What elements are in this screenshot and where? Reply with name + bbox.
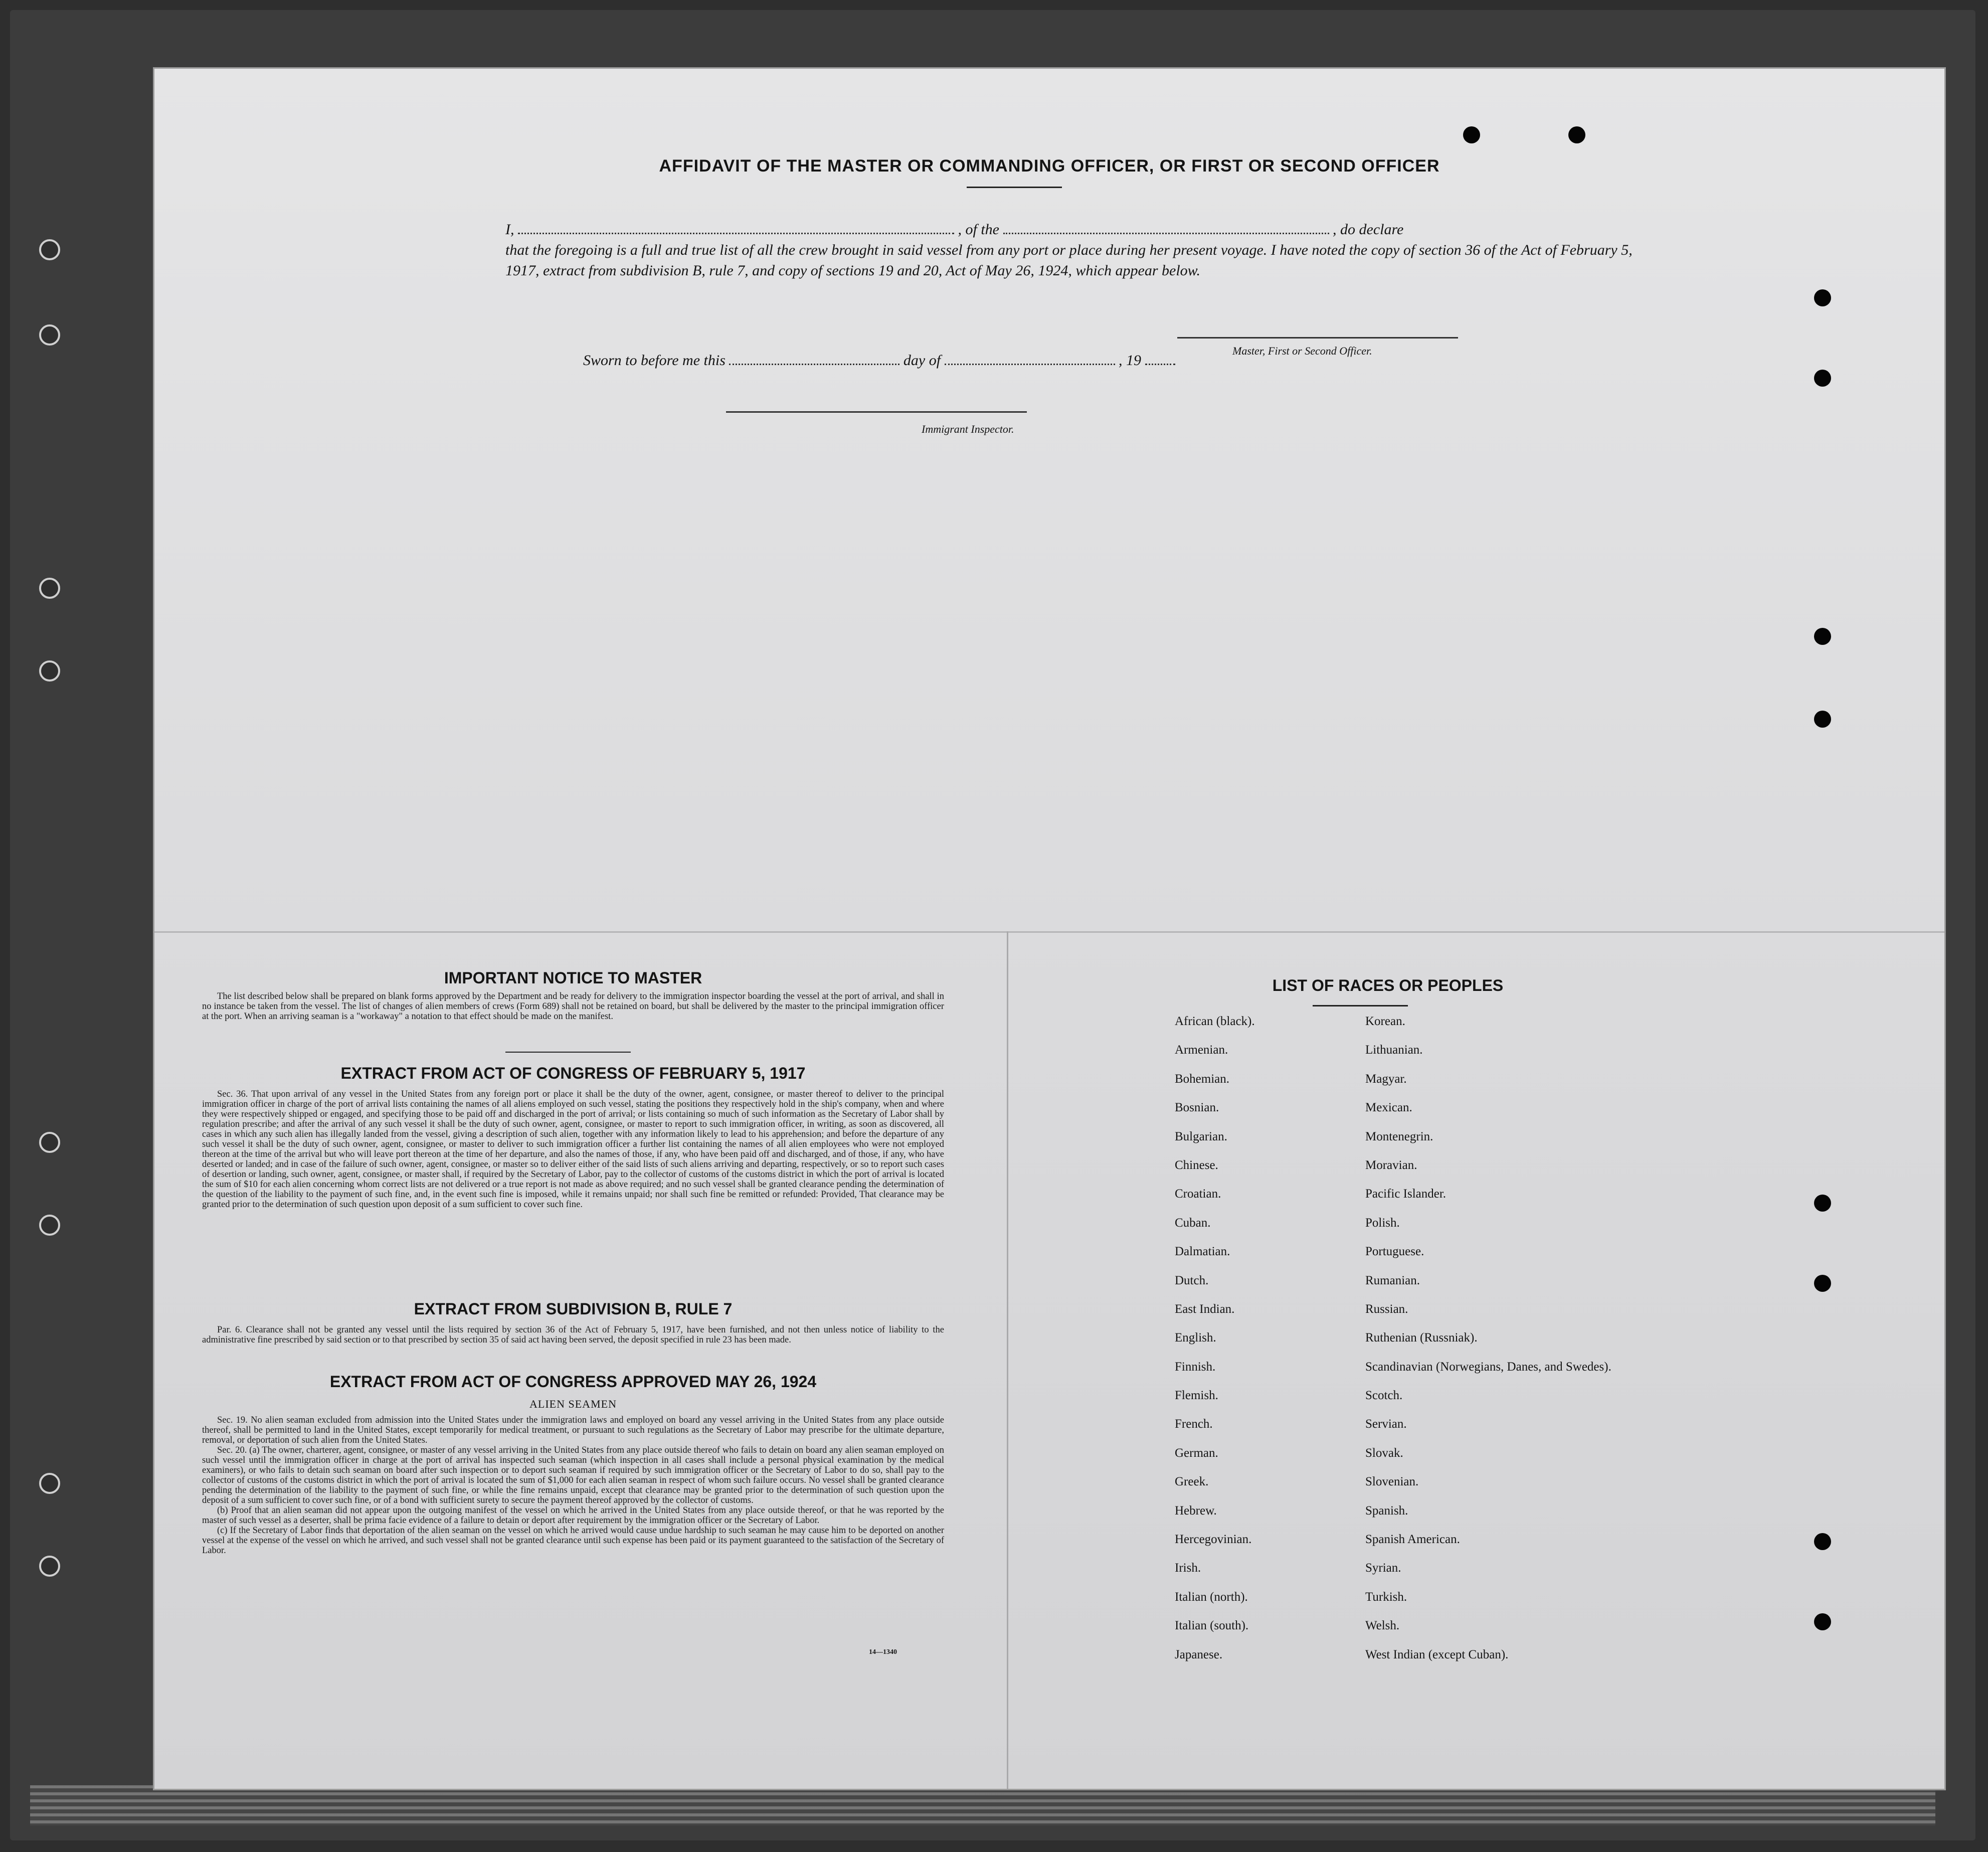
race-item: Polish. (1365, 1216, 1400, 1230)
day-of-label: day of (903, 352, 941, 369)
inspector-signature-line[interactable] (726, 411, 1027, 413)
races-divider (1313, 1005, 1408, 1006)
race-item: French. (1175, 1417, 1213, 1431)
right-punch-hole-icon (1814, 1533, 1831, 1550)
race-item: Greek. (1175, 1475, 1209, 1489)
race-item: Rumanian. (1365, 1273, 1420, 1287)
race-item: Dutch. (1175, 1273, 1209, 1287)
races-left-column (1175, 1014, 1255, 1676)
left-punch-hole-icon (39, 1556, 60, 1577)
race-item: Italian (south). (1175, 1619, 1249, 1633)
notice-paragraph: The list described below shall be prepared on blank forms approved by the Department and be ready for delivery to the immigration inspector boarding the vessel at the port of arrival, and shall in no instance be taken from the vessel. The list of changes of alien members of crews (Form 689) shall not be retained on board, but shall be delivered by the master to the principal immigration officer at the port. When an arriving seaman is a "workaway" a notation to that effect should be made on the manifest. (202, 991, 944, 1022)
vertical-fold (1007, 931, 1008, 1789)
right-punch-hole-icon (1814, 1275, 1831, 1292)
race-item: Portuguese. (1365, 1245, 1424, 1259)
race-item: English. (1175, 1331, 1216, 1345)
race-item: Flemish. (1175, 1389, 1218, 1403)
race-item: Japanese. (1175, 1647, 1223, 1661)
race-item: Slovenian. (1365, 1475, 1419, 1489)
extract-1917-title: EXTRACT FROM ACT OF CONGRESS OF FEBRUARY 5, 1917 (340, 1064, 806, 1082)
race-item: Russian. (1365, 1302, 1408, 1316)
affidavit-of-the-label: , of the (958, 221, 999, 238)
extract-1924-title: EXTRACT FROM ACT OF CONGRESS APPROVED MAY 26, 1924 (329, 1373, 817, 1391)
notice-divider (505, 1052, 631, 1053)
left-punch-hole-icon (39, 1215, 60, 1236)
master-signature-label: Master, First or Second Officer. (1232, 345, 1372, 357)
name-blank[interactable] (518, 232, 954, 234)
race-item: Spanish. (1365, 1503, 1408, 1518)
race-item: Irish. (1175, 1561, 1201, 1575)
sworn-day-blank[interactable] (729, 363, 899, 365)
race-item: Dalmatian. (1175, 1245, 1230, 1259)
race-item: Moravian. (1365, 1158, 1417, 1172)
right-punch-hole-icon (1814, 1613, 1831, 1630)
alien-seamen-subtitle: ALIEN SEAMEN (529, 1398, 617, 1410)
race-item: Bulgarian. (1175, 1129, 1227, 1143)
top-punch-hole-icon (1568, 126, 1585, 143)
race-item: Chinese. (1175, 1158, 1218, 1172)
race-item: Armenian. (1175, 1043, 1228, 1057)
race-item: East Indian. (1175, 1302, 1235, 1316)
races-title: LIST OF RACES OR PEOPLES (1272, 976, 1504, 994)
race-item: Italian (north). (1175, 1590, 1248, 1604)
extract-1924-text (202, 1415, 944, 1556)
notice-title: IMPORTANT NOTICE TO MASTER (444, 969, 702, 987)
race-item: Finnish. (1175, 1360, 1216, 1374)
section-20a-paragraph: Sec. 20. (a) The owner, charterer, agent, consignee, or master of any vessel arriving in the United States from any place outside thereof who fails to detain on board any alien seaman employed on such vessel until the immigration officer in charge at the port of arrival has inspected such seaman (which inspection in all cases shall include a personal physical examination by the medical examiners), or who fails to detain such seaman on board after such inspection or to deport such seaman if required by such immigration officer or the Secretary of Labor to do so, shall pay to the collector of customs of the customs district in which the port of arrival is located the sum of $1,000 for each alien seaman in respect of whom such failure occurs. No vessel shall be granted clearance pending the determination of the liability to the payment of such fine, or while the fine remains unpaid, except that clearance may be granted prior to the determination of such question upon the deposit of a sum sufficient to cover such fine, or of a bond with sufficient surety to secure the payment thereof approved by the collector of customs. (202, 1445, 944, 1505)
right-punch-hole-icon (1814, 370, 1831, 387)
horizontal-fold (154, 931, 1944, 933)
left-punch-hole-icon (39, 660, 60, 682)
race-item: Hebrew. (1175, 1503, 1217, 1518)
race-item: Servian. (1365, 1417, 1407, 1431)
affidavit-declaration-line (505, 219, 1634, 240)
title-divider (967, 187, 1062, 188)
affidavit-declare-label: , do declare (1333, 221, 1404, 238)
race-item: Welsh. (1365, 1619, 1400, 1633)
affidavit-title: AFFIDAVIT OF THE MASTER OR COMMANDING OFFICER, OR FIRST OR SECOND OFFICER (659, 156, 1440, 176)
left-punch-hole-icon (39, 1473, 60, 1494)
year-label: , 19 (1119, 352, 1142, 369)
race-item: Ruthenian (Russniak). (1365, 1331, 1478, 1345)
race-item: Croatian. (1175, 1187, 1221, 1201)
race-item: Lithuanian. (1365, 1043, 1423, 1057)
left-punch-hole-icon (39, 239, 60, 260)
race-item: Syrian. (1365, 1561, 1401, 1575)
affidavit-i-label: I, (505, 221, 514, 238)
extract-1917-text (202, 1089, 944, 1210)
race-item: West Indian (except Cuban). (1365, 1647, 1509, 1661)
right-punch-hole-icon (1814, 289, 1831, 306)
left-punch-hole-icon (39, 1132, 60, 1153)
extract-rule7-title: EXTRACT FROM SUBDIVISION B, RULE 7 (414, 1300, 733, 1318)
section-36-paragraph: Sec. 36. That upon arrival of any vessel in the United States from any foreign port or place it shall be the duty of the owner, agent, consignee, or master thereof to deliver to the principal immigration officer in charge of the port of arrival lists containing the names of all aliens employed on such vessel, stating the positions they respectively hold in the ship's company, when and where they were respectively shipped or engaged, and specifying those to be paid off and discharged in the port of arrival; or lists containing so much of such information as the Secretary of Labor shall by regulation prescribe; and after the arrival of any such vessel it shall be the duty of such owner, agent, consignee, or master to report to such immigration officer, in writing, as soon as discovered, all cases in which any such alien has illegally landed from the vessel, giving a description of such alien, together with any information likely to lead to his apprehension; and before the departure of any such vessel it shall be the duty of such owner, agent, consignee, or master to deliver to such immigration officer a further list containing the names of all alien employees who were not employed thereon at the time of the arrival but who will leave port thereon at the time of her departure, and also the names of those, if any, who have been paid off and discharged, and of those, if any, who have deserted or landed; and in case of the failure of such owner, agent, consignee, or master so to deliver either of the said lists of such aliens arriving and departing, respectively, or so to report such cases of desertion or landing, such owner, agent, consignee, or master shall, if required by the Secretary of Labor, pay to the collector of customs of the customs district in which the port of arrival is located the sum of $10 for each alien concerning whom correct lists are not delivered or a true report is not made as above required; and no such vessel shall be granted clearance pending the determination of the question of the liability to the payment of such fine, and, in the event such fine is imposed, while it remains unpaid; nor shall such fine be remitted or refunded: Provided, That clearance may be granted prior to the determination of such question upon deposit of a sum sufficient to cover such fine. (202, 1089, 944, 1210)
form-number: 14—1340 (869, 1648, 897, 1656)
affidavit-text: that the foregoing is a full and true list of all the crew brought in said vessel from any port or place during her present voyage. I have noted the copy of section 36 of the Act of February 5, 1917, extract from subdivision B, rule 7, and copy of sections 19 and 20, Act of May 26, 1924, which appear below. (505, 242, 1633, 279)
race-item: Cuban. (1175, 1216, 1211, 1230)
race-item: Montenegrin. (1365, 1129, 1433, 1143)
sworn-line (583, 352, 1175, 369)
left-punch-hole-icon (39, 578, 60, 599)
race-item: Slovak. (1365, 1446, 1403, 1460)
race-item: Scandinavian (Norwegians, Danes, and Swedes). (1365, 1360, 1611, 1374)
affidavit-body (505, 219, 1634, 281)
left-punch-hole-icon (39, 324, 60, 346)
master-signature-line[interactable] (1177, 337, 1458, 339)
right-punch-hole-icon (1814, 1195, 1831, 1212)
notice-text (202, 991, 944, 1022)
race-item: Bohemian. (1175, 1072, 1230, 1086)
section-20c-paragraph: (c) If the Secretary of Labor finds that deportation of the alien seaman on the vessel on which he arrived would cause undue hardship to such seaman he may cause him to be deported on another vessel at the expense of the vessel on which he arrived, and such vessel shall not be granted clearance until such expense has been paid or its payment guaranteed to the satisfaction of the Secretary of Labor. (202, 1526, 944, 1556)
race-item: Magyar. (1365, 1072, 1407, 1086)
section-19-paragraph: Sec. 19. No alien seaman excluded from admission into the United States under the immigration laws and employed on board any vessel arriving in the United States from any place outside thereof, shall be permitted to land in the United States, except temporarily for medical treatment, or pursuant to such regulations as the Secretary of Labor may prescribe for the ultimate departure, removal, or deportation of such alien from the United States. (202, 1415, 944, 1445)
rule7-paragraph: Par. 6. Clearance shall not be granted any vessel until the lists required by section 36 of the Act of February 5, 1917, have been furnished, and not then unless notice of liability to the administrative fine prescribed by said section or to that prescribed by section 35 of said act having been served, the deposit specified in rule 23 has been made. (202, 1325, 944, 1345)
races-right-column (1365, 1014, 1611, 1676)
race-item: Spanish American. (1365, 1533, 1460, 1547)
sworn-year-blank[interactable] (1145, 363, 1175, 365)
top-punch-hole-icon (1463, 126, 1480, 143)
race-item: Scotch. (1365, 1389, 1403, 1403)
race-item: Pacific Islander. (1365, 1187, 1447, 1201)
race-item: Bosnian. (1175, 1101, 1219, 1115)
right-punch-hole-icon (1814, 628, 1831, 645)
race-item: Hercegovinian. (1175, 1533, 1252, 1547)
race-item: Mexican. (1365, 1101, 1412, 1115)
race-item: Korean. (1365, 1015, 1405, 1028)
extract-rule7-text (202, 1325, 944, 1345)
race-item: African (black). (1175, 1015, 1255, 1028)
race-item: German. (1175, 1446, 1218, 1460)
document-sheet (154, 69, 1944, 1789)
right-punch-hole-icon (1814, 711, 1831, 728)
vessel-blank[interactable] (1003, 232, 1329, 234)
sworn-label: Sworn to before me this (583, 352, 726, 369)
race-item: Turkish. (1365, 1590, 1407, 1604)
sworn-month-blank[interactable] (945, 363, 1115, 365)
section-20b-paragraph: (b) Proof that an alien seaman did not appear upon the outgoing manifest of the vessel on which he arrived in the United States from any place outside thereof, or that he was reported by the master of such vessel as a deserter, shall be prima facie evidence of a failure to detain or deport after requirement by the immigration officer or the Secretary of Labor. (202, 1505, 944, 1526)
inspector-signature-label: Immigrant Inspector. (922, 423, 1014, 435)
stacked-page-edges (30, 1785, 1935, 1825)
